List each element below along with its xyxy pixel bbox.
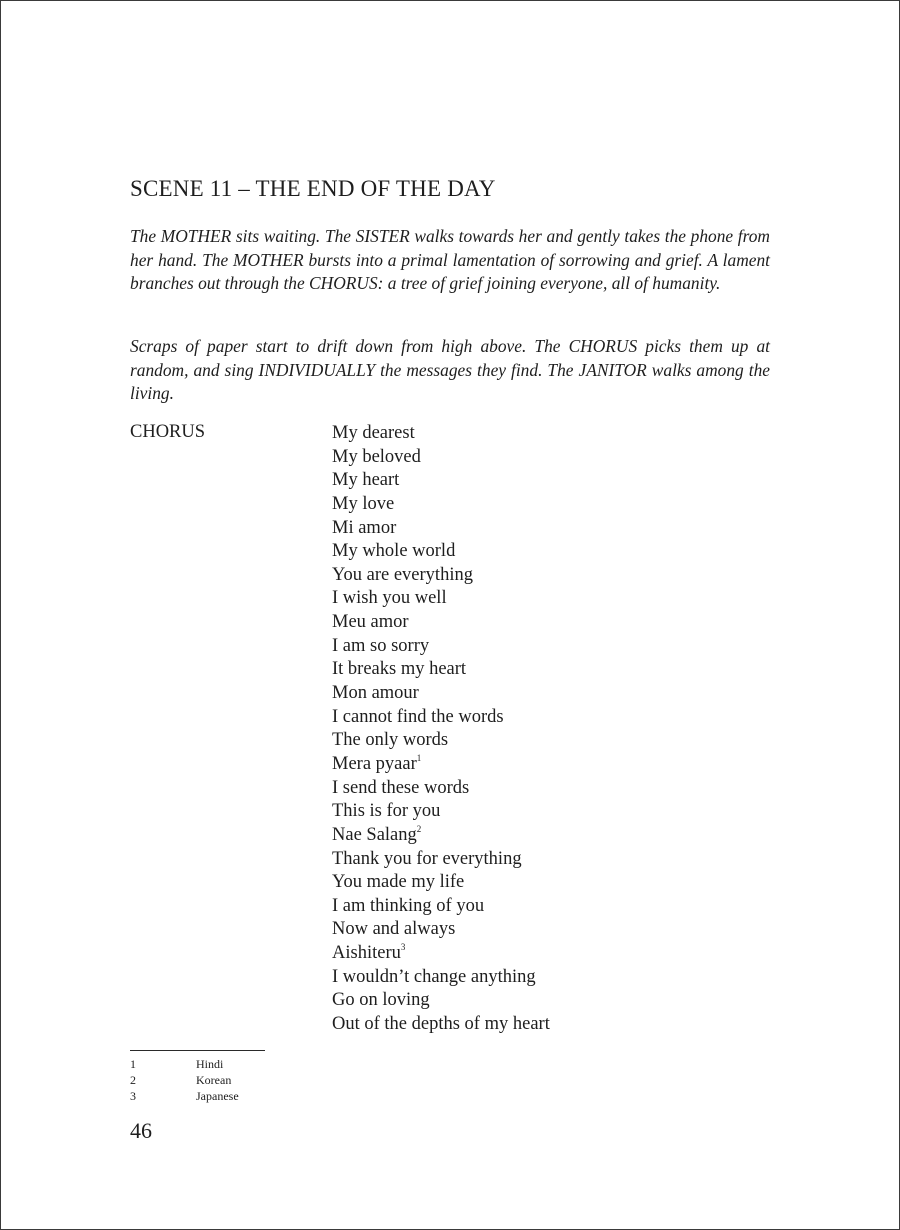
chorus-line-text: My heart	[332, 470, 400, 491]
stage-direction-1: The MOTHER sits waiting. The SISTER walks towards her and gently takes the phone from her hand. The MOTHER bursts into a primal lamentation of sorrowing and grief. A lament branches out through the CHORUS: a tree of grief joining everyone, all of humanity.	[130, 226, 770, 293]
footnote-ref: 2	[416, 823, 422, 834]
chorus-line	[332, 989, 550, 1013]
chorus-line-text: Nae Salang	[332, 824, 417, 845]
chorus-line	[332, 1013, 550, 1037]
chorus-line	[332, 706, 550, 730]
chorus-line-text: Mon amour	[332, 683, 419, 704]
chorus-lines	[332, 422, 550, 1037]
chorus-line	[332, 777, 550, 801]
chorus-line	[332, 729, 550, 753]
scene-title: SCENE 11 – THE END OF THE DAY	[130, 176, 496, 201]
chorus-line	[332, 635, 550, 659]
footnote	[130, 1072, 239, 1088]
chorus-line-text: Thank you for everything	[332, 848, 522, 869]
chorus-line	[332, 446, 550, 470]
chorus-line	[332, 871, 550, 895]
chorus-line-text: I wouldn’t change anything	[332, 966, 536, 987]
chorus-line-text: Aishiteru	[332, 943, 401, 964]
chorus-line-text: Mi amor	[332, 517, 397, 538]
chorus-line-text: This is for you	[332, 801, 441, 822]
chorus-line	[332, 848, 550, 872]
footnote-text: Korean	[196, 1073, 232, 1087]
footnote-number: 3	[130, 1089, 136, 1103]
footnote-text: Japanese	[196, 1089, 239, 1103]
chorus-line-text: I wish you well	[332, 588, 447, 609]
footnote-ref: 3	[400, 942, 406, 953]
chorus-line-text: My love	[332, 493, 395, 514]
footnote-number: 2	[130, 1073, 136, 1087]
chorus-line-text: The only words	[332, 730, 449, 751]
chorus-line	[332, 682, 550, 706]
chorus-line	[332, 966, 550, 990]
chorus-line-text: I am so sorry	[332, 635, 430, 656]
footnote-text: Hindi	[196, 1057, 224, 1071]
chorus-line	[332, 753, 550, 777]
stage-direction-2: Scraps of paper start to drift down from high above. The CHORUS picks them up at random, and sing INDIVIDUALLY the messages they find. The JANITOR walks among the living.	[130, 336, 770, 403]
chorus-line-text: I cannot find the words	[332, 706, 504, 727]
chorus-line	[332, 918, 550, 942]
chorus-line-text: You made my life	[332, 872, 465, 893]
chorus-line	[332, 942, 550, 966]
chorus-line-text: My whole world	[332, 541, 456, 562]
chorus-line-text: I send these words	[332, 777, 470, 798]
chorus-line-text: It breaks my heart	[332, 659, 467, 680]
footnote-number: 1	[130, 1057, 136, 1071]
page-number: 46	[130, 1118, 152, 1143]
footnote-ref: 1	[416, 752, 422, 763]
chorus-line-text: My beloved	[332, 446, 421, 467]
chorus-line	[332, 824, 550, 848]
chorus-line-text: Mera pyaar	[332, 753, 417, 774]
chorus-line	[332, 895, 550, 919]
speaker-name: CHORUS	[130, 422, 206, 442]
footnote	[130, 1056, 239, 1072]
chorus-line	[332, 611, 550, 635]
chorus-line	[332, 658, 550, 682]
chorus-line	[332, 517, 550, 541]
footnote-rule	[130, 1050, 265, 1051]
chorus-line-text: My dearest	[332, 423, 415, 443]
chorus-line-text: You are everything	[332, 564, 473, 585]
chorus-line	[332, 564, 550, 588]
chorus-line-text: Go on loving	[332, 990, 430, 1011]
chorus-line-text: Meu amor	[332, 612, 409, 633]
chorus-line	[332, 469, 550, 493]
chorus-line	[332, 422, 550, 446]
footnotes	[130, 1056, 239, 1104]
chorus-line-text: Now and always	[332, 919, 456, 940]
footnote	[130, 1088, 239, 1104]
chorus-line-text: Out of the depths of my heart	[332, 1014, 550, 1035]
chorus-line	[332, 493, 550, 517]
chorus-line	[332, 540, 550, 564]
chorus-line	[332, 587, 550, 611]
chorus-line-text: I am thinking of you	[332, 895, 485, 916]
chorus-line	[332, 800, 550, 824]
